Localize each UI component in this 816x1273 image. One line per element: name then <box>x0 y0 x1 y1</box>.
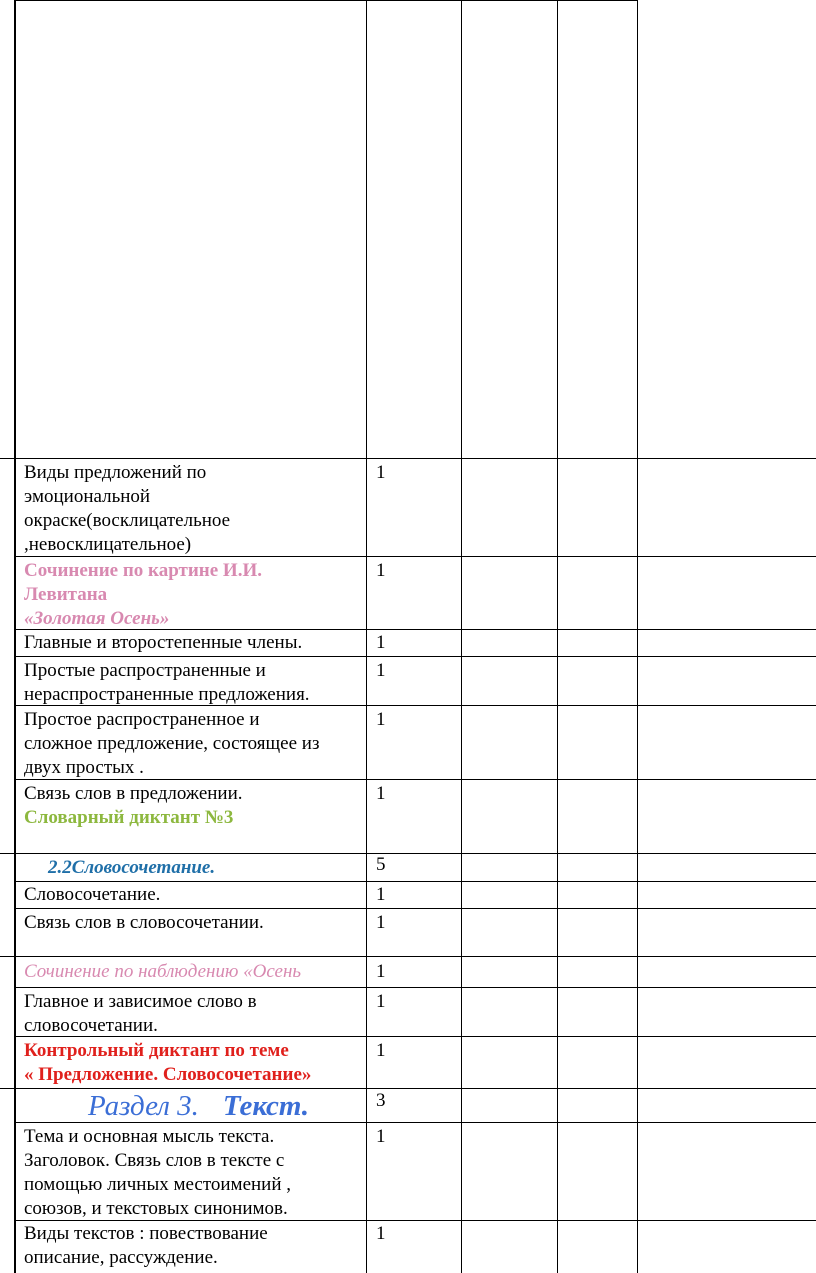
row-separator <box>14 656 816 657</box>
hours-value: 1 <box>376 1223 386 1244</box>
topic-cell <box>24 1222 364 1270</box>
row-separator <box>0 458 816 459</box>
row-separator <box>0 853 816 854</box>
hours-value: 1 <box>376 991 386 1012</box>
topic-cell <box>24 559 364 631</box>
section-title: Текст. <box>222 1090 310 1122</box>
section-number: Раздел 3. <box>88 1090 199 1122</box>
hours-value: 1 <box>376 783 386 804</box>
hours-value: 3 <box>376 1090 386 1111</box>
topic-cell <box>24 461 364 557</box>
hours-value: 1 <box>376 961 386 982</box>
topic-line: Сочинение по картине И.И. <box>24 560 262 581</box>
topic-line: двух простых . <box>24 757 144 778</box>
topic-line: нераспространенные предложения. <box>24 684 310 705</box>
row-separator <box>14 908 816 909</box>
hours-value: 1 <box>376 560 386 581</box>
topic-line: Связь слов в предложении. <box>24 783 243 804</box>
hours-value: 1 <box>376 709 386 730</box>
topic-cell <box>88 1089 364 1123</box>
hours-value: 1 <box>376 1040 386 1061</box>
grid-line <box>557 0 558 1273</box>
grid-line <box>637 0 638 1273</box>
grid-line <box>366 0 367 1273</box>
topic-line: союзов, и текстовых синонимов. <box>24 1198 288 1219</box>
row-separator <box>14 881 816 882</box>
topic-cell <box>48 856 364 880</box>
grid-line <box>461 0 462 1273</box>
hours-value: 1 <box>376 632 386 653</box>
topic-line: Тема и основная мысль текста. <box>24 1126 275 1147</box>
grid-line <box>14 0 16 1273</box>
section-heading: 2.2Словосочетание. <box>48 857 216 878</box>
topic-line: Сочинение по наблюдению «Осень <box>24 961 302 982</box>
hours-value: 1 <box>376 912 386 933</box>
topic-cell <box>24 659 364 707</box>
topic-line: Связь слов в словосочетании. <box>24 912 264 933</box>
hours-value: 1 <box>376 462 386 483</box>
topic-cell <box>24 990 364 1038</box>
row-separator <box>0 956 816 957</box>
topic-line: словосочетании. <box>24 1015 158 1036</box>
topic-cell <box>24 782 364 830</box>
topic-line: Левитана <box>24 584 108 605</box>
topic-line: ,невосклицательное) <box>24 534 192 555</box>
grid-line <box>14 0 638 1</box>
topic-line: Простые распространенные и <box>24 660 266 681</box>
hours-value: 1 <box>376 660 386 681</box>
topic-line: Словосочетание. <box>24 884 161 905</box>
topic-line: описание, рассуждение. <box>24 1247 218 1268</box>
topic-cell <box>24 911 364 935</box>
topic-cell <box>24 1125 364 1221</box>
topic-line: «Золотая Осень» <box>24 608 170 629</box>
hours-value: 5 <box>376 854 386 875</box>
topic-line: « Предложение. Словосочетание» <box>24 1064 312 1085</box>
topic-line: Виды предложений по <box>24 462 207 483</box>
topic-line: Главные и второстепенные члены. <box>24 632 303 653</box>
topic-cell <box>24 708 364 780</box>
topic-cell <box>24 631 364 655</box>
topic-cell <box>24 960 364 984</box>
topic-line: Заголовок. Связь слов в тексте с <box>24 1150 285 1171</box>
topic-line: Простое распространенное и <box>24 709 260 730</box>
topic-line: окраске(восклицательное <box>24 510 231 531</box>
topic-line: Контрольный диктант по теме <box>24 1040 289 1061</box>
topic-line: Словарный диктант №3 <box>24 807 234 828</box>
row-separator <box>14 987 816 988</box>
topic-line: Главное и зависимое слово в <box>24 991 257 1012</box>
topic-line: эмоциональной <box>24 486 151 507</box>
topic-line: Виды текстов : повествование <box>24 1223 268 1244</box>
topic-cell <box>24 1039 364 1087</box>
section-heading <box>88 1089 364 1123</box>
hours-value: 1 <box>376 1126 386 1147</box>
topic-line: помощью личных местоимений , <box>24 1174 292 1195</box>
topic-cell <box>24 883 364 907</box>
hours-value: 1 <box>376 884 386 905</box>
topic-line: сложное предложение, состоящее из <box>24 733 320 754</box>
